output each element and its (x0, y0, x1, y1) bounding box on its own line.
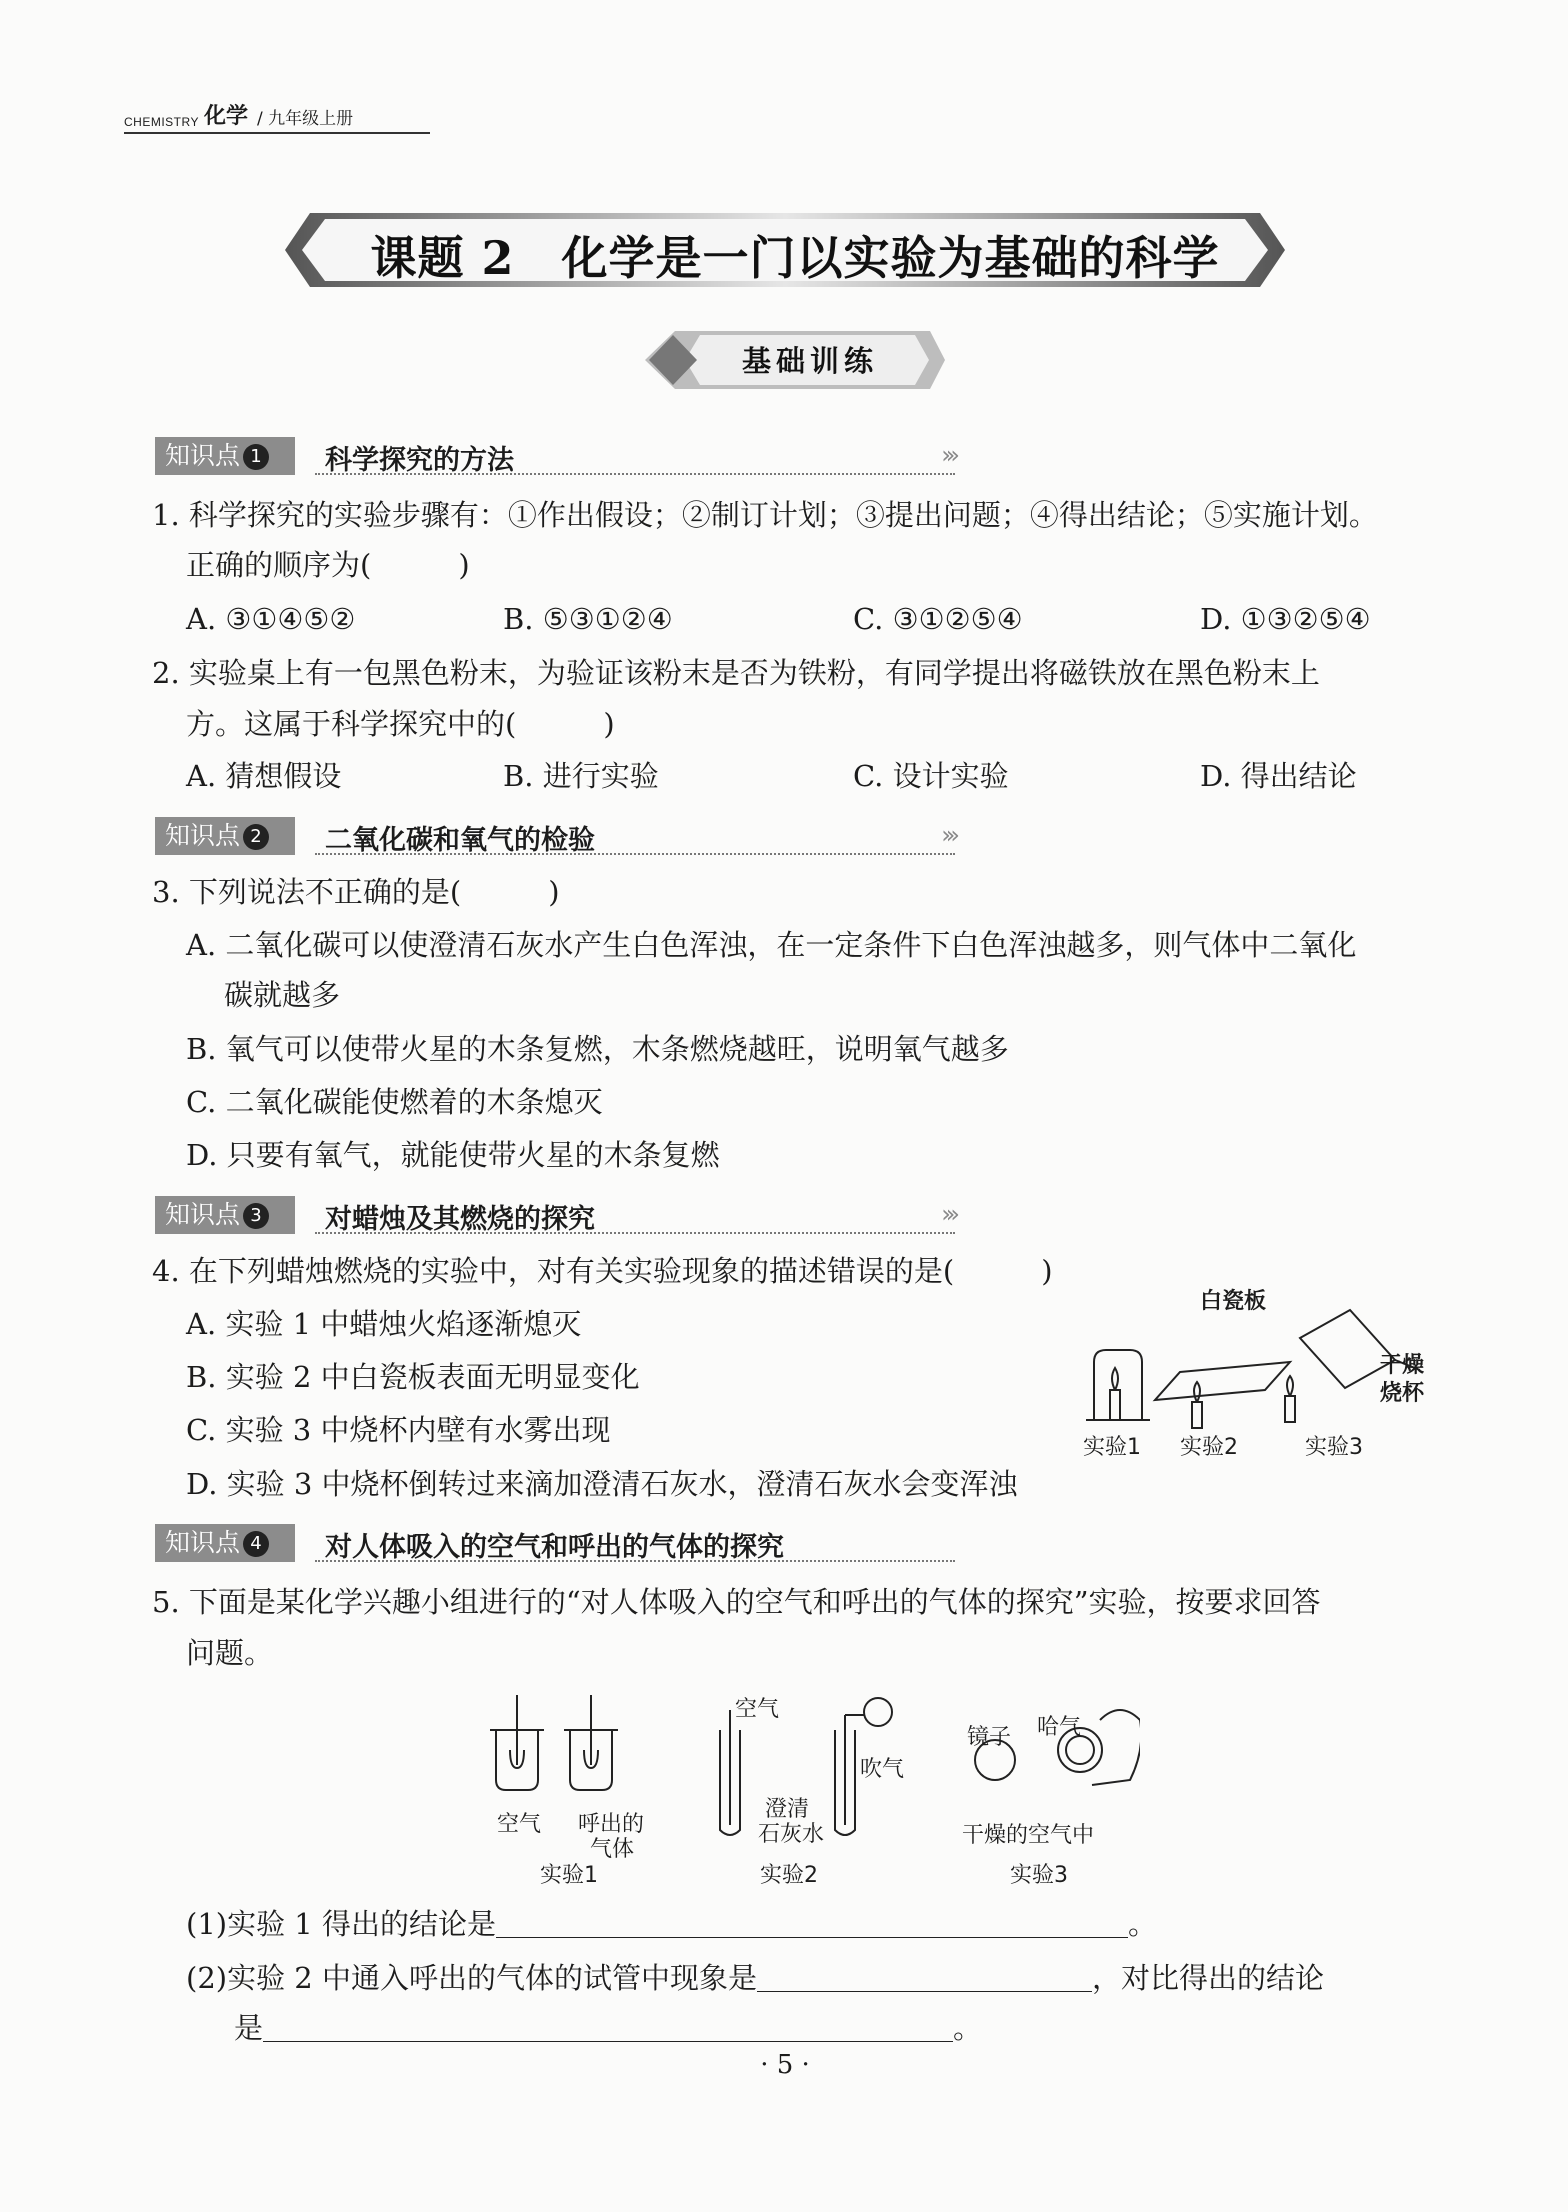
kp-dotted-line (315, 1560, 955, 1562)
kp-number: 3 (243, 1203, 269, 1229)
q3-option-a-cont: 碳就越多 (224, 978, 341, 1012)
label-exp3: 实验3 (1305, 1435, 1363, 1460)
knowledge-point-3 (155, 1196, 955, 1236)
answer-blank-2[interactable] (757, 1963, 1092, 1992)
q1-option-b: B. ⑤③①②④ (503, 602, 673, 636)
knowledge-point-4 (155, 1524, 955, 1564)
q1-stem: 1. 科学探究的实验步骤有：①作出假设；②制订计划；③提出问题；④得出结论；⑤实施计划。 (152, 498, 1378, 532)
kp-title: 对蜡烛及其燃烧的探究 (325, 1204, 595, 1235)
q1-option-c: C. ③①②⑤④ (853, 602, 1023, 636)
q3-option-c: C. 二氧化碳能使燃着的木条熄灭 (186, 1085, 603, 1119)
page-number: · 5 · (760, 2050, 810, 2080)
q3-stem: 3. 下列说法不正确的是( ) (152, 875, 560, 909)
kp-badge: 知识点 4 (155, 1524, 295, 1562)
kp-number: 1 (243, 444, 269, 470)
knowledge-point-2 (155, 817, 955, 857)
kp-badge: 知识点 3 (155, 1196, 295, 1234)
knowledge-point-1 (155, 437, 955, 477)
q2-option-c: C. 设计实验 (853, 759, 1009, 793)
kp-title: 科学探究的方法 (325, 445, 514, 476)
label-blow: 吹气 (860, 1757, 905, 1782)
kp-dotted-line (315, 473, 955, 475)
label-breath: 哈气 (1037, 1715, 1082, 1740)
label-exp2: 实验2 (760, 1863, 818, 1888)
kp-title: 对人体吸入的空气和呼出的气体的探究 (325, 1532, 784, 1563)
q4-option-d: D. 实验 3 中烧杯倒转过来滴加澄清石灰水，澄清石灰水会变浑浊 (186, 1467, 1018, 1501)
q3-option-a: A. 二氧化碳可以使澄清石灰水产生白色浑浊，在一定条件下白色浑浊越多，则气体中二氧化 (186, 928, 1357, 962)
label-exp1: 实验1 (1083, 1435, 1141, 1460)
q5-stem: 5. 下面是某化学兴趣小组进行的“对人体吸入的空气和呼出的气体的探究”实验，按要求回答 (152, 1585, 1321, 1619)
q5-sub2: (2)实验 2 中通入呼出的气体的试管中现象是 ，对比得出的结论 (186, 1961, 1324, 1995)
header-english: CHEMISTRY (124, 115, 199, 129)
label-dry: 干燥 (1380, 1353, 1425, 1378)
kp-title: 二氧化碳和氧气的检验 (325, 825, 595, 856)
kp-number: 2 (243, 824, 269, 850)
lesson-title: 课题 2 化学是一门以实验为基础的科学 (370, 231, 1220, 285)
header-grade: / 九年级上册 (257, 109, 354, 129)
kp-badge: 知识点 2 (155, 817, 295, 855)
label-air-2: 空气 (735, 1697, 780, 1722)
label-exhaled-1: 呼出的 (578, 1812, 645, 1837)
label-mirror: 镜子 (967, 1725, 1012, 1750)
answer-blank-3[interactable] (263, 2013, 953, 2042)
q2-stem-cont: 方。这属于科学探究中的( ) (186, 707, 615, 741)
label-limewater-2: 石灰水 (758, 1822, 825, 1847)
q1-stem-cont: 正确的顺序为( ) (186, 548, 470, 582)
q1-option-d: D. ①③②⑤④ (1200, 602, 1371, 636)
q2-option-b: B. 进行实验 (503, 759, 659, 793)
label-dry-air: 干燥的空气中 (962, 1823, 1095, 1848)
q5-stem-cont: 问题。 (186, 1636, 274, 1670)
q4-option-b: B. 实验 2 中白瓷板表面无明显变化 (186, 1360, 640, 1394)
chevrons-icon: ››› (941, 1200, 955, 1228)
section-subtitle: 基础训练 (741, 344, 878, 378)
label-limewater-1: 澄清 (765, 1797, 810, 1822)
q1-option-a: A. ③①④⑤② (186, 602, 356, 636)
label-exp2: 实验2 (1180, 1435, 1238, 1460)
label-exp1: 实验1 (540, 1863, 598, 1888)
q4-option-a: A. 实验 1 中蜡烛火焰逐渐熄灭 (186, 1307, 582, 1341)
answer-blank-1[interactable] (496, 1909, 1128, 1938)
label-plate: 白瓷板 (1200, 1289, 1267, 1314)
q2-option-a: A. 猜想假设 (186, 759, 342, 793)
q5-sub1: (1)实验 1 得出的结论是 。 (186, 1907, 1157, 1941)
q3-option-b: B. 氧气可以使带火星的木条复燃，木条燃烧越旺，说明氧气越多 (186, 1032, 1009, 1066)
q4-option-c: C. 实验 3 中烧杯内壁有水雾出现 (186, 1413, 611, 1447)
q2-stem: 2. 实验桌上有一包黑色粉末，为验证该粉末是否为铁粉，有同学提出将磁铁放在黑色粉末上 (152, 656, 1320, 690)
kp-dotted-line (315, 1232, 955, 1234)
header-subject: 化学 (204, 104, 249, 129)
chevrons-icon: ››› (941, 821, 955, 849)
label-air: 空气 (497, 1812, 542, 1837)
kp-badge: 知识点 1 (155, 437, 295, 475)
running-header (124, 98, 430, 134)
kp-number: 4 (243, 1531, 269, 1557)
q4-stem: 4. 在下列蜡烛燃烧的实验中，对有关实验现象的描述错误的是( ) (152, 1254, 1053, 1288)
kp-dotted-line (315, 853, 955, 855)
q3-option-d: D. 只要有氧气，就能使带火星的木条复燃 (186, 1138, 720, 1172)
label-exp3: 实验3 (1010, 1863, 1068, 1888)
label-exhaled-2: 气体 (590, 1837, 635, 1862)
q5-sub2-cont: 是 。 (234, 2011, 983, 2045)
q2-option-d: D. 得出结论 (1200, 759, 1357, 793)
chevrons-icon: ››› (941, 441, 955, 469)
label-beaker: 烧杯 (1380, 1381, 1425, 1406)
